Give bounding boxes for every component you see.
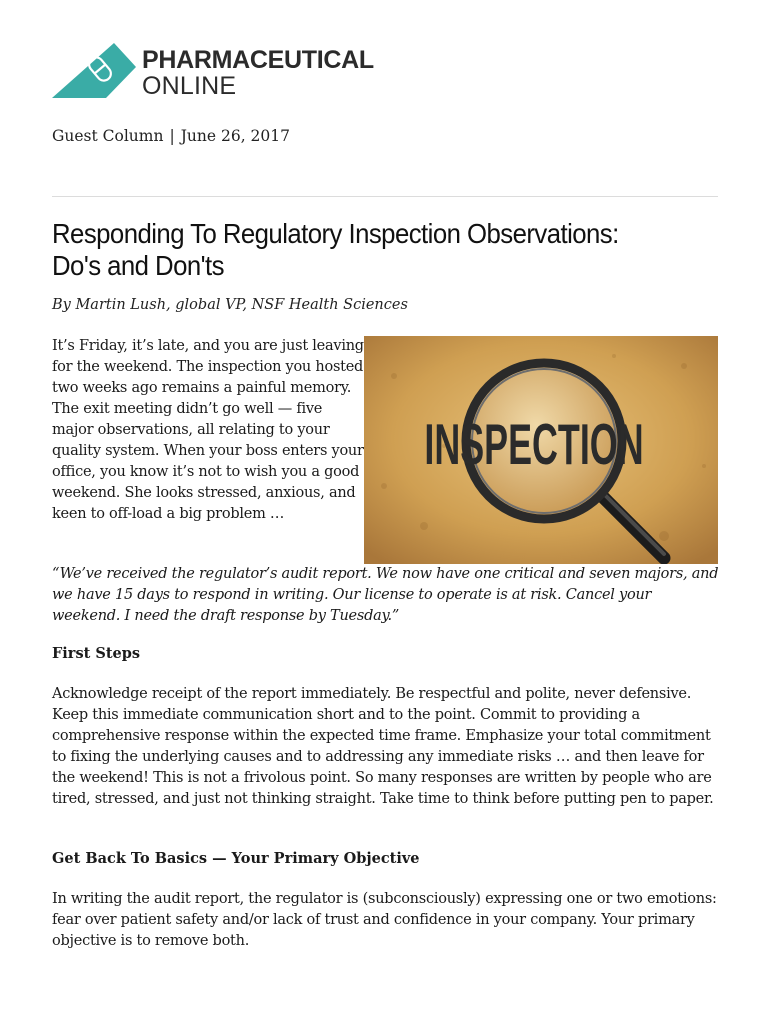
brand-name-line1: PHARMACEUTICAL (142, 46, 374, 74)
brand-name-line2: ONLINE (142, 72, 237, 100)
intro-paragraph: It’s Friday, it’s late, and you are just leaving for the weekend. The inspection you hosted two weeks ago remains a painful memory. The exit meeting didn’t go well — five major observations, all relating to your quality system. When your boss enters your office, you know it’s not to wish you a good weekend. She looks stressed, anxious, and keen to off-load a big problem … (52, 338, 364, 522)
pill-triangle-logo-icon (52, 43, 136, 99)
article-meta (52, 127, 290, 145)
article-date: June 26, 2017 (180, 127, 291, 145)
article-title: Responding To Regulatory Inspection Observations: Do's and Don'ts (52, 218, 619, 281)
first-steps-paragraph: Acknowledge receipt of the report immediately. Be respectful and polite, never defensive. Keep this immediate communication short and to the point. Commit to providing a comprehensive response within the expected time frame. Emphasize your total commitment to fixing the underlying causes and to addressing any immediate risks … and then leave for the weekend! This is not a frivolous point. So many responses are written by people who are tired, stressed, and just not thinking straight. Take time to think before putting pen to paper. (52, 686, 714, 807)
article-byline: By Martin Lush, global VP, NSF Health Sciences (52, 297, 408, 313)
image-word: INSPECTION (424, 413, 644, 478)
boss-quote: “We’ve received the regulator’s audit report. We now have one critical and seven majors, and we have 15 days to respond in writing. Our license to operate is at risk. Cancel your weekend. I need the draft response by Tuesday.” (52, 566, 719, 624)
section-heading-first-steps: First Steps (52, 645, 141, 662)
brand-name (142, 47, 374, 99)
meta-separator: | (169, 127, 175, 145)
article-image (364, 336, 718, 564)
header-divider (52, 196, 718, 197)
article-category[interactable]: Guest Column (52, 127, 164, 145)
section-heading-back-to-basics: Get Back To Basics — Your Primary Objective (52, 850, 420, 867)
site-logo[interactable] (52, 43, 392, 99)
back-to-basics-paragraph: In writing the audit report, the regulator is (subconsciously) expressing one or two emotions: fear over patient safety and/or lack of trust and confidence in your company. Your primary objective is to remove both. (52, 891, 717, 949)
